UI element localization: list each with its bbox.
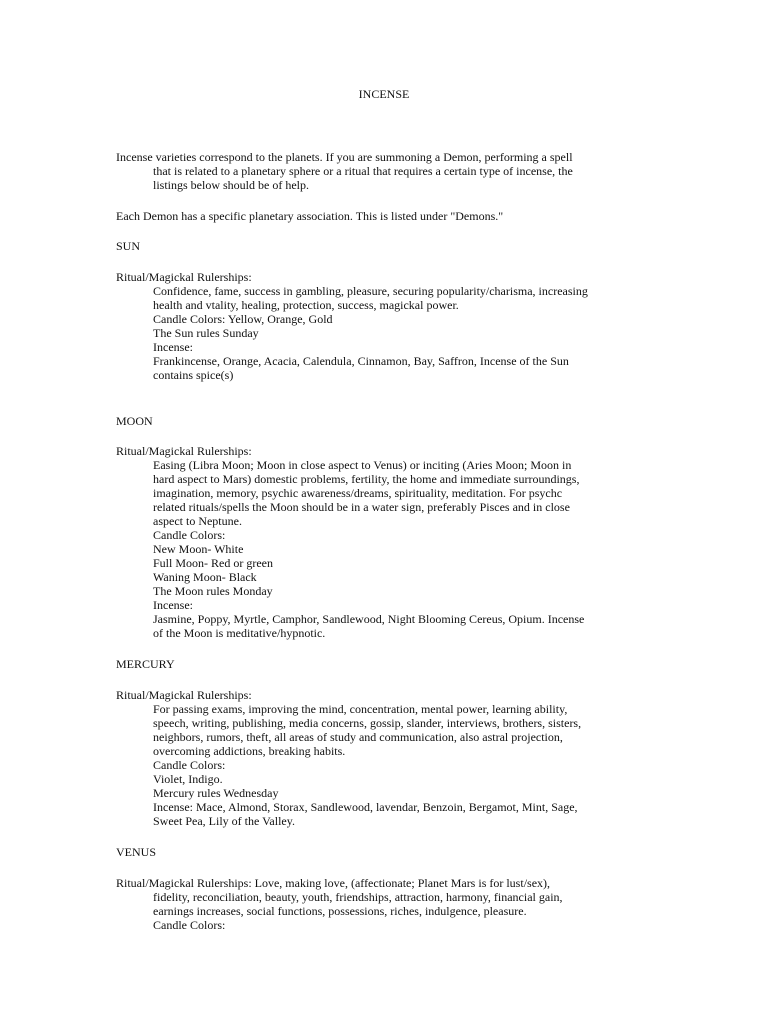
section-heading-venus: [116, 845, 656, 859]
intro-line: listings below should be of help.: [153, 178, 309, 192]
moon-line: aspect to Neptune.: [153, 514, 242, 528]
mercury-line: For passing exams, improving the mind, concentration, mental power, learning ability,: [153, 702, 568, 716]
moon-line: Jasmine, Poppy, Myrtle, Camphor, Sandlewood, Night Blooming Cereus, Opium. Incense: [153, 612, 585, 626]
sun-heading: SUN: [116, 239, 141, 253]
mercury-heading: MERCURY: [116, 657, 175, 671]
venus-line: earnings increases, social functions, possessions, riches, indulgence, pleasure.: [153, 904, 527, 918]
moon-line: hard aspect to Mars) domestic problems, fertility, the home and immediate surroundings,: [153, 472, 580, 486]
venus-line: fidelity, reconciliation, beauty, youth, friendships, attraction, harmony, financial gain,: [153, 890, 563, 904]
mercury-line: Violet, Indigo.: [153, 772, 223, 786]
page-title: INCENSE: [358, 87, 410, 101]
sun-line: health and vtality, healing, protection, success, magickal power.: [153, 298, 459, 312]
moon-heading: MOON: [116, 414, 153, 428]
demons-note-text: Each Demon has a specific planetary association. This is listed under "Demons.": [116, 209, 504, 223]
sun-line: contains spice(s): [153, 368, 234, 382]
mercury-section: [116, 688, 656, 828]
sun-line: Incense:: [153, 340, 193, 354]
section-heading-mercury: [116, 657, 656, 671]
venus-heading: VENUS: [116, 845, 157, 859]
rulerships-label: Ritual/Magickal Rulerships:: [116, 270, 252, 284]
rulerships-label: Ritual/Magickal Rulerships:: [116, 688, 252, 702]
intro-line: that is related to a planetary sphere or a ritual that requires a certain type of incense, the: [153, 164, 573, 178]
intro-line: Incense varieties correspond to the planets. If you are summoning a Demon, performing a spell: [116, 150, 573, 164]
demons-note: [116, 209, 656, 223]
mercury-line: Sweet Pea, Lily of the Valley.: [153, 814, 295, 828]
sun-line: Frankincense, Orange, Acacia, Calendula, Cinnamon, Bay, Saffron, Incense of the Sun: [153, 354, 569, 368]
venus-section: [116, 876, 656, 932]
moon-line: New Moon- White: [153, 542, 244, 556]
moon-line: of the Moon is meditative/hypnotic.: [153, 626, 326, 640]
sun-line: Candle Colors: Yellow, Orange, Gold: [153, 312, 333, 326]
mercury-line: Candle Colors:: [153, 758, 226, 772]
moon-line: Full Moon- Red or green: [153, 556, 273, 570]
moon-line: The Moon rules Monday: [153, 584, 273, 598]
rulerships-label: Ritual/Magickal Rulerships:: [116, 444, 252, 458]
mercury-line: speech, writing, publishing, media concerns, gossip, slander, interviews, brothers, sisters,: [153, 716, 582, 730]
sun-section: [116, 270, 656, 382]
moon-line: Easing (Libra Moon; Moon in close aspect to Venus) or inciting (Aries Moon; Moon in: [153, 458, 572, 472]
venus-first-line: Ritual/Magickal Rulerships: Love, making love, (affectionate; Planet Mars is for lust/sex),: [116, 876, 551, 890]
intro-paragraph: [116, 150, 656, 192]
moon-line: Candle Colors:: [153, 528, 226, 542]
sun-line: Confidence, fame, success in gambling, pleasure, securing popularity/charisma, increasing: [153, 284, 588, 298]
moon-section: [116, 444, 656, 640]
moon-line: related rituals/spells the Moon should be in a water sign, preferably Pisces and in close: [153, 500, 570, 514]
section-heading-moon: [116, 414, 656, 428]
mercury-line: overcoming addictions, breaking habits.: [153, 744, 346, 758]
venus-line: Candle Colors:: [153, 918, 226, 932]
sun-line: The Sun rules Sunday: [153, 326, 259, 340]
moon-line: Incense:: [153, 598, 193, 612]
mercury-line: Incense: Mace, Almond, Storax, Sandlewood, lavendar, Benzoin, Bergamot, Mint, Sage,: [153, 800, 578, 814]
mercury-line: neighbors, rumors, theft, all areas of study and communication, also astral projection,: [153, 730, 563, 744]
moon-line: imagination, memory, psychic awareness/dreams, spirituality, meditation. For psychc: [153, 486, 563, 500]
section-heading-sun: [116, 239, 656, 253]
mercury-line: Mercury rules Wednesday: [153, 786, 279, 800]
moon-line: Waning Moon- Black: [153, 570, 257, 584]
